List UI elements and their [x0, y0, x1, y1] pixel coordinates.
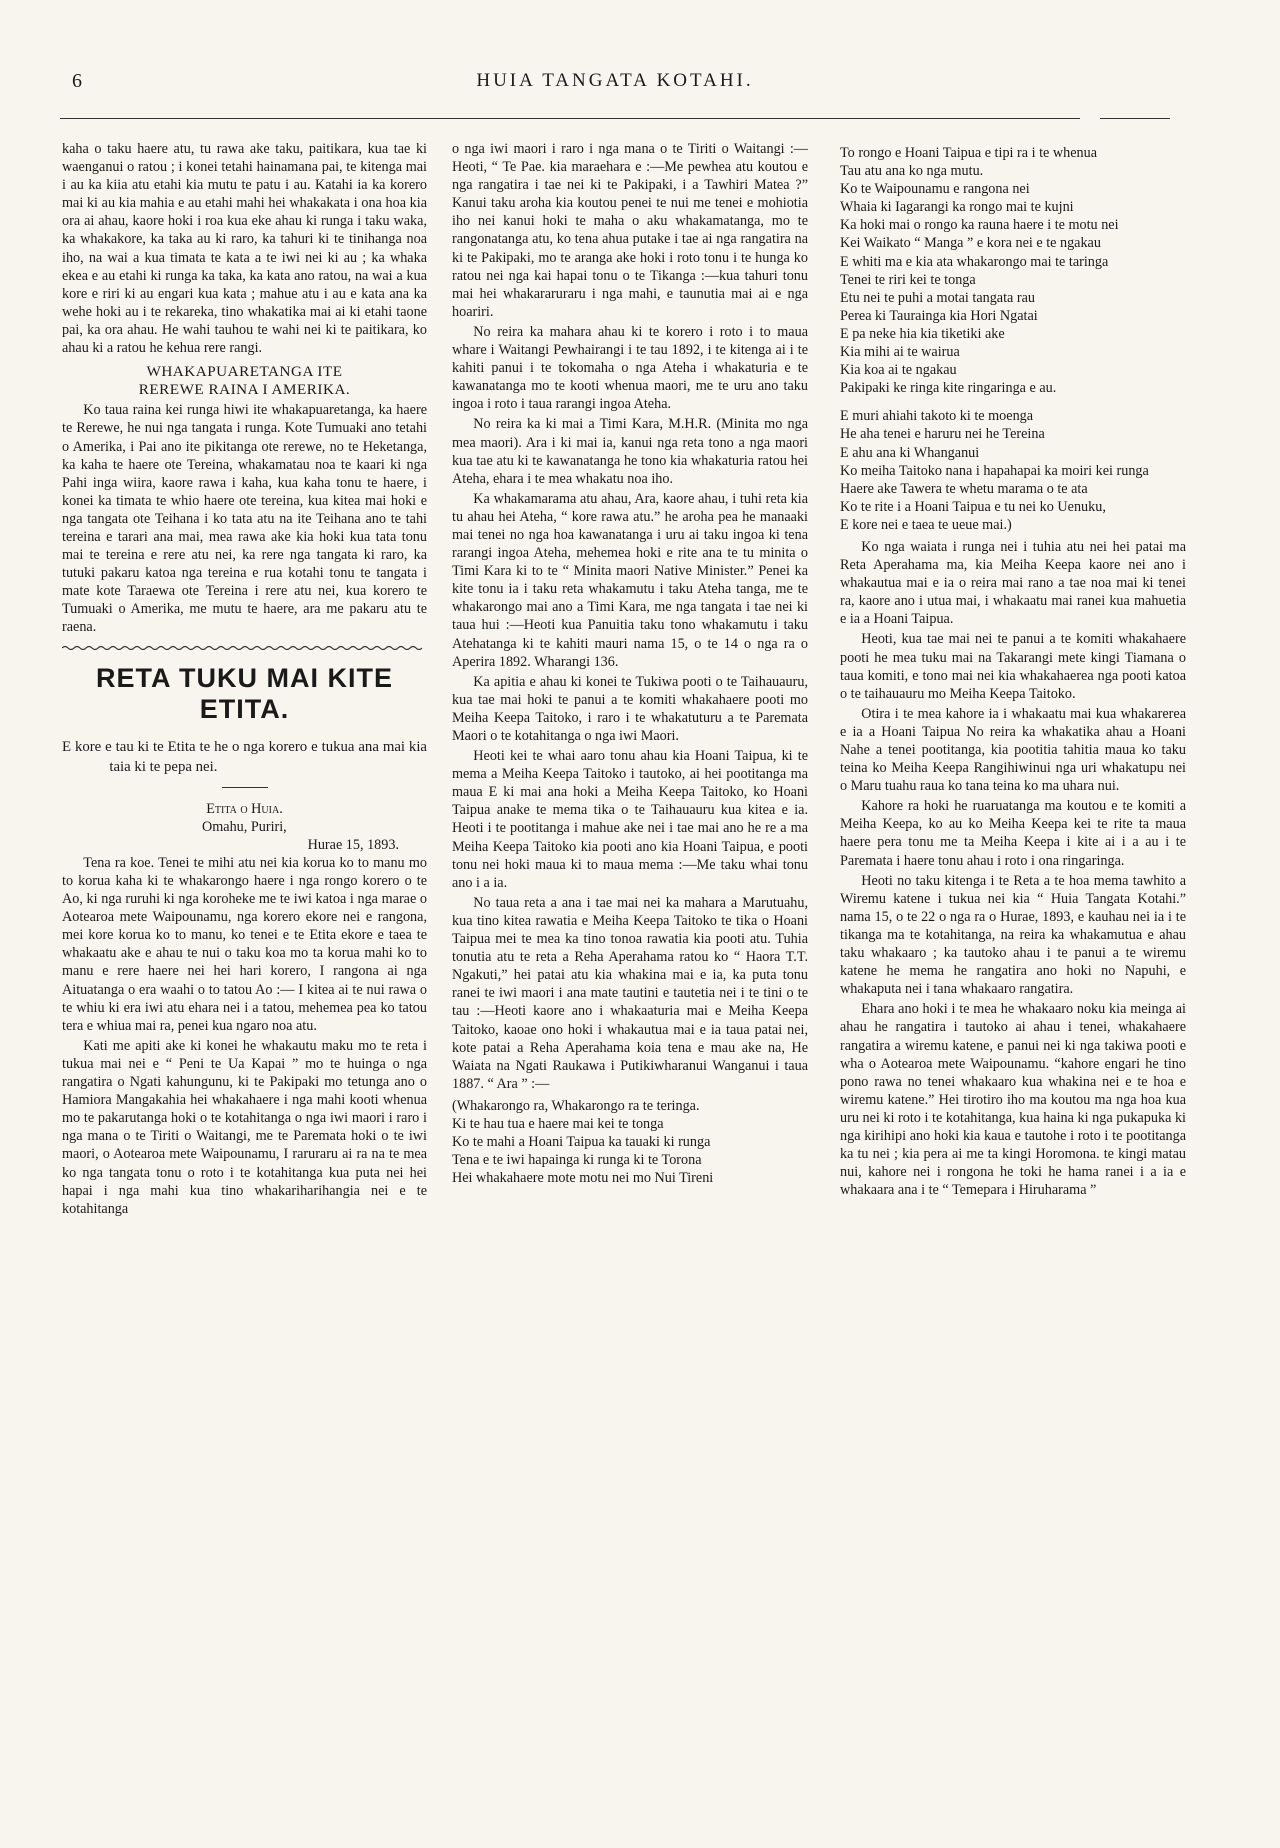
column-1 [62, 140, 427, 1218]
poem-line: Tena e te iwi hapainga ki runga ki te Torona [452, 1152, 702, 1169]
paragraph: Ehara ano hoki i te mea he whakaaro noku kia meinga ai ahau he rangatira i tautoko ai ahau i tenei, whakahaere rangatira a wiremu katene, e panui nei ki nga takiwa pooti e wha o Aotearoa mete Waipounamu. “kahore engari he tino pono rawa no tenei whakaaro kua whakina nei e te hoa e wiremu katene.” Hei tirotiro iho ma koutou ma nga hoa kua uru nei ki roto i te kotahitanga, kua haina ki nga pukapuka ki nga kirihipi ano hoki kia kaua e tautohe i roto i te pootitanga ka tu nei ; kia pera ai me ta kingi Horomona. te kingi matau nui, kahore nei i rongona he toki he hama ranei i a ia e whakaara ana i te “ Temepara i Hiruharama ” [840, 1001, 1186, 1199]
paragraph: Ko taua raina kei runga hiwi ite whakapuaretanga, ka haere te Rerewe, he nui nga tangata i runga. Kote Tumuaki ano tetahi o Amerika, i Pai ano ite pikitanga ote rerewe, no te Heketanga, ka kaha te haere ote Tereina, whakamatau noa te kaari ki nga Pahi inga wiira, kaore rawa i kaha, kua kaha tonu te haere, i konei ka timata te whio haere ote tereina, kua kitea mai hoki e nga tangata ote Teihana i ko tata atu na ite Teihana ano te tahi tereina e tarari ana mai, mea rawa ake kia hoki kua tata tonu mai te tereina e rere atu nei, ka rere nga tangata ki raro, ka tutuki pakaru katoa nga tereina e rua kotahi tonu te tangata i mate kote Taraewa ote Tereina i rere atu nei, kua korero te Tumuaki o Amerika, me mutu te haere, ara me pakaru atu te raena. [62, 402, 427, 636]
poem-line: Ka hoki mai o rongo ka rauna haere i te motu nei [840, 217, 1119, 234]
poem-line: Ko meiha Taitoko nana i hapahapai ka moiri kei runga [840, 462, 1149, 479]
poem-line: E kore nei e taea te ueue mai.) [840, 516, 1012, 533]
section-heading-line: REREWE RAINA I AMERIKA. [138, 381, 351, 399]
paragraph: No reira ka mahara ahau ki te korero i roto i to maua whare i Waitangi Pewhairangi i te tau 1892, i te kitenga ai i te kahiti panui i te tokomaha o nga Ateha i whakaturia e te kawanatanga mo te kooti whenua maori, me te uru ano taku ingoa i roto i taua rarangi ingoa Ateha. [452, 323, 808, 413]
poem-line: Tau atu ana ko nga mutu. [840, 163, 984, 180]
poem [452, 1097, 808, 1187]
stanza-break [840, 397, 1186, 407]
poem-line: Kia koa ai te ngakau [840, 362, 957, 379]
poem-line: Kei Waikato “ Manga ” e kora nei e te ngakau [840, 235, 1101, 252]
poem-line: He aha tenei e haruru nei he Tereina [840, 426, 1045, 443]
poem [840, 144, 1186, 534]
editor-disclaimer-text: E kore e tau ki te Etita te he o nga korero e tukua ana mai kia taia ki te pepa nei. [62, 738, 427, 775]
paragraph: Otira i te mea kahore ia i whakaatu mai kua whakarerea e ia a Hoani Taipua No reira ka whakatika ahau a Hoani Nahe a tenei pootitanga, kia pootitia tahitia maua ko taku teina ko Meiha Keepa Rangihiwinui nga uri whakatupu nei o Maru tuahu raua ko tana teina ko ma uhara nui. [840, 705, 1186, 795]
headline [62, 663, 427, 725]
poem-line: To rongo e Hoani Taipua e tipi ra i te whenua [840, 145, 1097, 161]
paragraph: Ka whakamarama atu ahau, Ara, kaore ahau, i tuhi reta kia tu ahau hei Ateha, “ kore rawa atu.” he aroha pea he manaaki mai tenei no nga hoa kawanatanga i uru ai taku ingoa ki tena rarangi ingoa Ateha, mehemea hoki e rite ana te tu minita o Timi Kara ki to te “ Minita maori Native Minister.” Penei ka kite tonu ia i taku reta whakamutu i taku Ateha tanga, me te whakarongo mai ano a Timi Kara, me nga tangata i tae nei ki taua hui :—Heoti kua Panuitia taku tono whakamutu i taku Atehatanga ki te kahiti mauri nama 15, o te 14 o nga ra o Aperira 1892. Wharangi 136. [452, 490, 808, 670]
poem-line: E muri ahiahi takoto ki te moenga [840, 408, 1034, 425]
editor-disclaimer [62, 737, 427, 777]
paragraph: kaha o taku haere atu, tu rawa ake taku, paitikara, kua tae ki waenganui o ratou ; i konei tetahi hainamana pai, te kitenga mai i au ka kiia atu etahi kia mutu te patu i au. Katahi ia ka korero mai ki au kia mahia e au etahi mahi hei whakakata i ona hoa kia ora ai ahau, kaore hoki i roa kua eke ahau ki runga i taku waka, ka whakakore, ka taka au ki raro, ka tahuri ki te tinihanga noa iho, na wai a kua timata te kata a te iwi nei ki au ; ka whaka ekea e au etahi ki runga ka taka, ka kata ano ratou, na wai a kua kore e riri ki au engari kua kata ; mahue atu i au e kata ana ka wehe hoki au i te rekareka, tino whakatika mai ai ki etahi taone pai, ka ora ahau. He wahi tauhou te wahi nei ki te paitikara, ko ahau ki a ratou he kehua rere rangi. [62, 141, 427, 357]
poem-line: Ko te rite i a Hoani Taipua e tu nei ko Uenuku, [840, 498, 1106, 515]
page-header [60, 70, 1170, 100]
paragraph: No reira ka ki mai a Timi Kara, M.H.R. (Minita mo nga mea maori). Ara i ki mai ia, kanui nga reta tono a nga maori kua tae atu ki te kawanatanga he tono kia whakaturia ratou hei Ateha, ehara i te mea whakatu noa iho. [452, 416, 808, 487]
poem-line: Hei whakahaere mote motu nei mo Nui Tireni [452, 1170, 714, 1187]
poem-line: Haere ake Tawera te whetu marama o te ata [840, 480, 1088, 497]
header-rule-short [1100, 118, 1170, 119]
paragraph: o nga iwi maori i raro i nga mana o te Tiriti o Waitangi :—Heoti, “ Te Pae. kia maraehara e :—Me pewhea atu koutou e nga rangatira i tae nei ki te Pakipaki, i a Tawhiri Matea ?” Kanui taku aroha kia koutou penei te nui me tenei e mohiotia iho nei kanui hoki te maha o aku whakamatanga, mo te rangonatanga atu, ko tena ahua putake i tae ai nga rangatira na ki te Pakipaki, mo te aranga ake hoki i roto tonu i te hunga ko ratou nei nga kai hapai tonu o te Tikanga :—kua tahuri tonu mai hei whakararuraru i nga mahi, e taunutia mai ai e nga hoariri. [452, 141, 808, 320]
headline-line: RETA TUKU MAI KITE [96, 662, 393, 693]
poem-line: Whaia ki Iagarangi ka rongo mai te kujni [840, 199, 1074, 216]
decorative-wavy-rule [62, 645, 427, 650]
poem-line: Perea ki Taurainga kia Hori Ngatai [840, 307, 1038, 324]
letter-address [62, 800, 427, 854]
poem-line: E ahu ana ki Whanganui [840, 444, 980, 461]
headline-line: ETITA. [199, 693, 290, 724]
poem-line: Pakipaki ke ringa kite ringaringa e au. [840, 380, 1057, 397]
poem-line: Tenei te riri kei te tonga [840, 271, 976, 288]
paragraph: Heoti kei te whai aaro tonu ahau kia Hoani Taipua, ki te mema a Meiha Keepa Taitoko i tautoko, ai hei pootitanga ma maua E ki mai ana hoki a Meiha Keepa Taitoko, ko Hoani Taipua anake te mema tika o te Taihauauru kua kitea e ia. Heoti i te pootitanga i mahue ake nei i tae mai ano he re a ma Meiha Keepa Taitoko kia pooti ano kia Hoani Taipua, e pooti tonu nei hoki maua ki to maua mema :—Me taku whai tonu ano i a ia. [452, 748, 808, 891]
header-rule [60, 118, 1080, 119]
poem-line: Etu nei te puhi a motai tangata rau [840, 289, 1036, 306]
poem-line: Ki te hau tua e haere mai kei te tonga [452, 1115, 664, 1132]
paragraph: Heoti, kua tae mai nei te panui a te komiti whakahaere pooti he mea tuku mai na Takarangi mete kingi Tiamana o taua komiti, e tono mai nei kia whakahaerea nga pooti katoa o te taihauauru mo Meiha Keepa Taitoko. [840, 631, 1186, 702]
poem-line: Kia mihi ai te wairua [840, 344, 960, 361]
poem-line: E pa neke hia kia tiketiki ake [840, 325, 1005, 342]
section-heading-line: WHAKAPUARETANGA ITE [146, 363, 343, 381]
letter-place: Omahu, Puriri, [202, 818, 287, 835]
section-heading [62, 363, 427, 399]
letter-date: Hurae 15, 1893. [307, 836, 399, 853]
paragraph: Heoti no taku kitenga i te Reta a te hoa mema tawhito a Wiremu katene i tukua nei kia “ Huia Tangata Kotahi.” nama 15, o te 22 o nga ra o Hurae, 1893, e kauhau nei ia i te tikanga ma te kotahitanga, na reira ka whakamutua e ahau taku whakaaro ; ka tautoko ahau i te panui a te wiremu katene he mema he rangatira ano hoki no Napuhi, e whakaputa nei i tana whakaaro rangatira. [840, 872, 1186, 998]
page-number: 6 [72, 70, 82, 92]
running-title: HUIA TANGATA KOTAHI. [476, 70, 754, 91]
poem-line: (Whakarongo ra, Whakarongo ra te teringa. [452, 1097, 700, 1114]
letter-addressee: Etita o Huia. [206, 800, 283, 817]
poem-line: E whiti ma e kia ata whakarongo mai te taringa [840, 253, 1109, 270]
paragraph: No taua reta a ana i tae mai nei ka mahara a Marutuahu, kua tino kitea rawatia e Meiha Keepa Taitoko te tika o Hoani Taipua mei te mea ka tino tonoa rawatia kia pooti atu. Tuhia tonutia atu te reta a Reha Aperahama ratou ko “ Haora T.T. Ngakuti,” hei patai atu kia whakina mai e ia, ka puta tonu ranei te iwi maori i ana mate tautini e tautetia nei i te tini o te tau :—Heoti kaore ano i whakaaturia mai e Meiha Keepa Taitoko, kaoae ono hoki i whakautua mai e ia taua patai nei, kote patai a Reha Aperahama koia tena e mau ake na, He Waiata na Ngati Raukawa i Putikiwharanui Wanganui i taua 1887. “ Ara ” :— [452, 894, 808, 1092]
poem-line: Ko te mahi a Hoani Taipua ka tauaki ki runga [452, 1134, 711, 1151]
paragraph: Ka apitia e ahau ki konei te Tukiwa pooti o te Taihauauru, kua tae mai hoki te panui a te komiti whakahaere pooti mo Meiha Keepa Taitoko, i raro i te whakatuturu a te Paremata Maori o te kotahitanga o nga iwi Maori. [452, 673, 808, 744]
paragraph: Tena ra koe. Tenei te mihi atu nei kia korua ko to manu mo to korua kaha ki te whakarongo haere i nga rongo korero o te Ao, ki nga ruruhi ki nga koroheke me te iwi katoa i nga marae o Aotearoa mete Waipounamu, nga korero ekore nei e rangona, mei kore korua ko to manu, ko tenei e te Etita ekore e taea te whakaatu ake e ahau te nui o taku koa mo ta korua mahi ko to manu e rere haere nei hei hari korero, I rangona ai nga Aituatanga o era waahi o to tatou Ao :— I kitea ai te nui rawa o te whiu ki era iwi atu ehara nei i a tatou, mehemea pea ko tatou tera e whiua mai ra, penei kua ngaro noa atu. [62, 854, 427, 1034]
poem-line: Ko te Waipounamu e rangona nei [840, 181, 1030, 198]
paragraph: Kati me apiti ake ki konei he whakautu maku mo te reta i tukua mai nei e “ Peni te Ua Kapai ” mo te huinga o nga rangatira o Ngati kahungunu, ki te Pakipaki mo tetunga ano o Hamiora Mangakahia hei whakahaere i nga mahi kooti whenua mo te pakarutanga hoki o te kotahitanga o nga iwi maori i raro i nga mana o te Tiriti o Waitangi, me te Paremata hoki o te iwi maori, o Aotearoa mete Waipounamu, I raruraru ai ra na te mea ko nga tangata tonu o roto i te kotahitanga kua puta nei hei hapai i nga mahi kua tino whakariharihangia nei e te kotahitanga [62, 1037, 427, 1217]
divider [222, 787, 268, 788]
paragraph: Ko nga waiata i runga nei i tuhia atu nei hei patai ma Reta Aperahama ma, kia Meiha Keepa kaore nei ano i whakautua mai e ia o reira mai rano a tae noa mai ki tenei ra, kaore ano i utua mai, i whakaatu mai ranei kua mahuetia e ia a Hoani Taipua. [840, 538, 1186, 628]
column-2 [452, 140, 808, 1191]
column-3 [840, 140, 1186, 1199]
paragraph: Kahore ra hoki he ruaruatanga ma koutou e te komiti a Meiha Keepa, ko au ko Meiha Keepa kei te rite ta maua haere pera tonu me ta Meiha Keepa i kite ai i a au i te Paremata i haere tonu ahau i roto i ona ringaringa. [840, 798, 1186, 869]
